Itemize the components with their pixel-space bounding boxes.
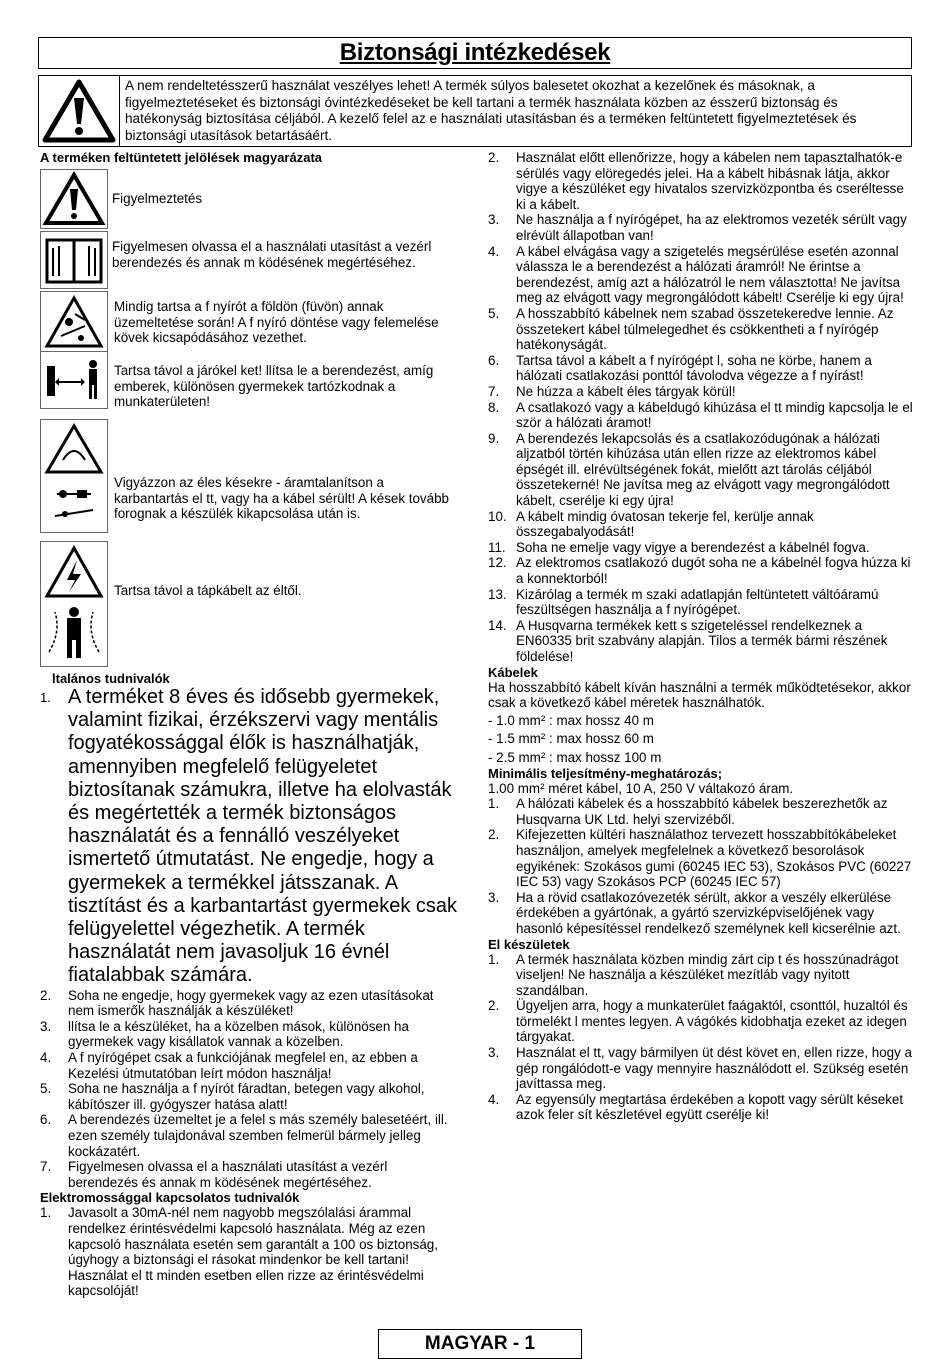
list-item: 13. Kizárólag a termék m szaki adatlapján feltüntetett váltóáramú feszültségen használja a f nyírógépet. xyxy=(488,586,879,618)
list-item: 2. Ügyeljen arra, hogy a munkaterület faágaktól, csonttól, huzaltól és törmelékt l mentes legyen. A vágókés kidobhatja ezeket az idegen tárgyakat. xyxy=(488,998,908,1045)
cable-spec: - 1.5 mm² : max hossz 60 m xyxy=(488,731,654,747)
electric-list xyxy=(488,150,914,665)
list-item: 3. Ha a rövid csatlakozóvezeték sérült, akkor a veszély elkerülése érdekében a gyártónak, a gyártó szervizképviselőjének vagy hasonló képesítéssel rendelkező személynek kell kicserélnie azt. xyxy=(488,889,901,936)
list-item: 3. Használat el tt, vagy bármilyen üt dést követ en, ellen rizze, hogy a gép rongálódott-e vagy mennyire használódott el. Szükség esetén javíttassa meg. xyxy=(488,1045,912,1092)
keep-distance-icon xyxy=(40,351,108,409)
right-column xyxy=(488,150,914,1123)
general-heading: ltalános tudnivalók xyxy=(52,671,170,686)
symbol-text: Tartsa távol a tápkábelt az éltől. xyxy=(114,583,302,598)
cables-intro: Ha hosszabbító kábelt kíván használni a termék működtetésekor, akkor csak a következő kábel méretek használhatók. xyxy=(488,679,911,711)
list-item: 5. Soha ne használja a f nyírót fáradtan, betegen vagy alkohol, kábítószer ill. gyógyszer hatása alatt! xyxy=(40,1081,425,1112)
electric-heading: Elektromossággal kapcsolatos tudnivalók xyxy=(40,1190,300,1206)
list-item: 9. A berendezés lekapcsolás és a csatlakozódugónak a hálózati aljzatból történ kihúzása után ellen rizze az elektromos kábel épségét ill. elrévültségének fokát, mielőtt azt tárolás céljából összetekerné! Ne javítsa meg az elvágott vagy megrongálódott kábelt, cserélje ki egy újra! xyxy=(488,430,890,509)
symbol-text: Figyelmeztetés xyxy=(112,191,203,206)
page-footer: MAGYAR - 1 xyxy=(378,1329,582,1359)
list-item: 1. A termék használata közben mindig zárt cip t és hosszúnadrágot viseljen! Ne használja a készüléket mezítláb vagy nyitott szandálban. xyxy=(488,951,899,998)
symbol-text: Tartsa távol a járókel ket! llítsa le a berendezést, amíg emberek, különösen gyermekek tartózkodnak a munkaterületen! xyxy=(114,363,434,410)
min-intro: 1.00 mm² méret kábel, 10 A, 250 V váltakozó áram. xyxy=(488,780,794,796)
list-item: 3. llítsa le a készüléket, ha a közelben mások, különösen ha gyermekek vagy kisállatok vannak a közelben. xyxy=(40,1018,409,1050)
list-item: 5. A hosszabbító kábelnek nem szabad összetekeredve lennie. Az összetekert kábel túlmelegedhet és csökkentheti a f nyírógép hatékonyságát. xyxy=(488,305,894,353)
list-item: 7. Figyelmesen olvassa el a használati utasítást a vezérl berendezés és annak m ködésének megértéséhez. xyxy=(40,1159,388,1190)
list-item: 2. Soha ne engedje, hogy gyermekek vagy az ezen utasításokat nem ismerők használják a készüléket! xyxy=(40,987,434,1019)
list-item: 6. Tartsa távol a kábelt a f nyírógépt l, soha ne körbe, hanem a hálózati csatlakozási ponttól távolodva végezze a f nyírást! xyxy=(488,352,872,384)
symbol-row xyxy=(40,411,460,531)
symbol-row xyxy=(40,289,460,351)
thrown-objects-icon xyxy=(40,291,108,353)
cables-heading: Kábelek xyxy=(488,664,538,680)
warning-triangle-icon xyxy=(39,76,120,146)
min-heading: Minimális teljesítmény-meghatározás; xyxy=(488,765,723,781)
symbols-heading: A terméken feltüntetett jelölések magyarázata xyxy=(40,150,323,165)
list-item: 6. A berendezés üzemeltet je a felel s más személy balesetéért, ill. ezen személy tulajdonával szemben felmerül bármely jelleg kockázatért. xyxy=(40,1112,448,1159)
symbol-row xyxy=(40,165,460,227)
page-title: Biztonsági intézkedések xyxy=(339,39,611,66)
cable-spec: - 1.0 mm² : max hossz 40 m xyxy=(488,712,654,728)
list-item: 10. A kábelt mindig óvatosan tekerje fel, kerülje annak összegabalyodását! xyxy=(488,508,814,540)
sharp-blades-icon xyxy=(40,419,108,533)
list-item: 11. Soha ne emelje vagy vigye a berendezést a kábelnél fogva. xyxy=(488,539,870,555)
symbol-text: Mindig tartsa a f nyírót a földön (füvön) annak üzemeltetése során! A f nyíró döntése vagy felemelése kövek kicsapódásához vezethet. xyxy=(114,299,439,346)
warning-triangle-icon xyxy=(40,169,108,229)
symbol-text: Figyelmesen olvassa el a használati utasítást a vezérl berendezés és annak m ködésének megértéséhez. xyxy=(112,239,432,270)
list-item: 4. A kábel elvágása vagy a szigetelés megsérülése esetén azonnal válassza le a berendezést a hálózati áramról! Ne érintse a berendezést, amíg azt a hálózatról le nem választotta! Ne javítsa meg az elvágott vagy megrongálódott kábelt! Cserélje ki egy újra! xyxy=(488,243,904,306)
general-list xyxy=(40,686,460,1190)
list-item: 12. Az elektromos csatlakozó dugót soha ne a kábelnél fogva húzza ki a konnektorból! xyxy=(488,555,911,587)
min-list xyxy=(488,796,914,936)
symbol-row xyxy=(40,227,460,289)
symbol-row xyxy=(40,531,460,661)
electric-list-start xyxy=(40,1205,460,1299)
symbol-row xyxy=(40,351,460,411)
list-item: 3. Ne használja a f nyírógépet, ha az elektromos vezeték sérült vagy elrévült állapotban van! xyxy=(488,212,907,243)
list-item: 1. A terméket 8 éves és idősebb gyermekek, valamint fizikai, érzékszervi vagy mentális fogyatékossággal élők is használhatják, amennyiben megfelelő felügyeletet biztosítanak számukra, illetve ha elolvasták és megértették a termék biztonságos használatát és a fennálló veszélyeket ismertető útmutatást. Ne engedje, hogy a gyermekek a termékkel játsszanak. A tisztítást és a karbantartást gyermekek csak felügyelettel végezhetik. A termék használatát nem javasoljuk 16 évnél fiatalabbak számára. xyxy=(40,686,458,987)
list-item: 1. Javasolt a 30mA-nél nem nagyobb megszólalási árammal rendelkez érintésvédelmi kapcsoló használata. Még az ezen kapcsoló használata esetén sem garantált a 100 os biztonság, úgyhogy a biztonsági el rásokat mindenkor be kell tartani! Használat el tt minden esetben ellen rizze az érintésvédelmi kapcsolóját! xyxy=(40,1205,438,1299)
list-item: 14. A Husqvarna termékek kett s szigeteléssel rendelkeznek a EN60335 brit szabvány alapján. Tilos a termék bármi részének földelése! xyxy=(488,617,888,664)
list-item: 2. Kifejezetten kültéri használathoz tervezett hosszabbítókábeleket használjon, amelyek megfelelnek a következő besorolások egyikének: Szokásos gumi (60245 IEC 53), Szokásos PVC (60227 IEC 53) vagy Szokásos PCP (60245 IEC 57) xyxy=(488,827,912,890)
intro-box xyxy=(38,75,912,147)
list-item: 1. A hálózati kábelek és a hosszabbító kábelek beszerezhetők az Husqvarna UK Ltd. helyi szervizéből. xyxy=(488,796,888,827)
list-item: 4. A f nyírógépet csak a funkciójának megfelel en, az ebben a Kezelési útmutatóban leírt módon használja! xyxy=(40,1050,418,1081)
read-manual-icon xyxy=(40,231,108,289)
list-item: 8. A csatlakozó vagy a kábeldugó kihúzása el tt mindig kapcsolja le el ször a hálózati áramot! xyxy=(488,399,913,431)
list-item: 4. Az egyensúly megtartása érdekében a kopott vagy sérült késeket azok feler sít készletével együtt cserélje ki! xyxy=(488,1091,904,1123)
cable-spec: - 2.5 mm² : max hossz 100 m xyxy=(488,749,662,765)
prep-heading: El készületek xyxy=(488,936,570,952)
prep-list xyxy=(488,952,914,1124)
title-box xyxy=(38,37,912,69)
list-item: 2. Használat előtt ellenőrizze, hogy a kábelen nem tapasztalhatók-e sérülés vagy elöregedés jelei. Ha a kábelt hibásnak látja, akkor vigye a készüléket egy hivatalos szervizközpontba és cseréltesse ki a kábelt. xyxy=(488,150,904,212)
intro-text: A nem rendeltetésszerű használat veszélyes lehet! A termék súlyos balesetet okozhat a kezelőnek és másoknak, a figyelmeztetéseket és biztonsági óvintézkedéseket be kell tartani a termék használata közben az ésszerű biztonság és hatékonyság biztosítása céljából. A kezelő felel az e használati utasításban és a terméken feltüntetett figyelmeztetések és biztonsági utasítások betartásáért. xyxy=(125,78,857,143)
list-item: 7. Ne húzza a kábelt éles tárgyak körül! xyxy=(488,383,736,399)
symbol-text: Vigyázzon az éles késekre - áramtalanítson a karbantartás el tt, vagy ha a kábel sérült! A kések tovább forognak a készülék kikapcsolása után is. xyxy=(114,475,449,522)
left-column xyxy=(40,150,460,1299)
electric-cable-icon xyxy=(40,541,108,667)
